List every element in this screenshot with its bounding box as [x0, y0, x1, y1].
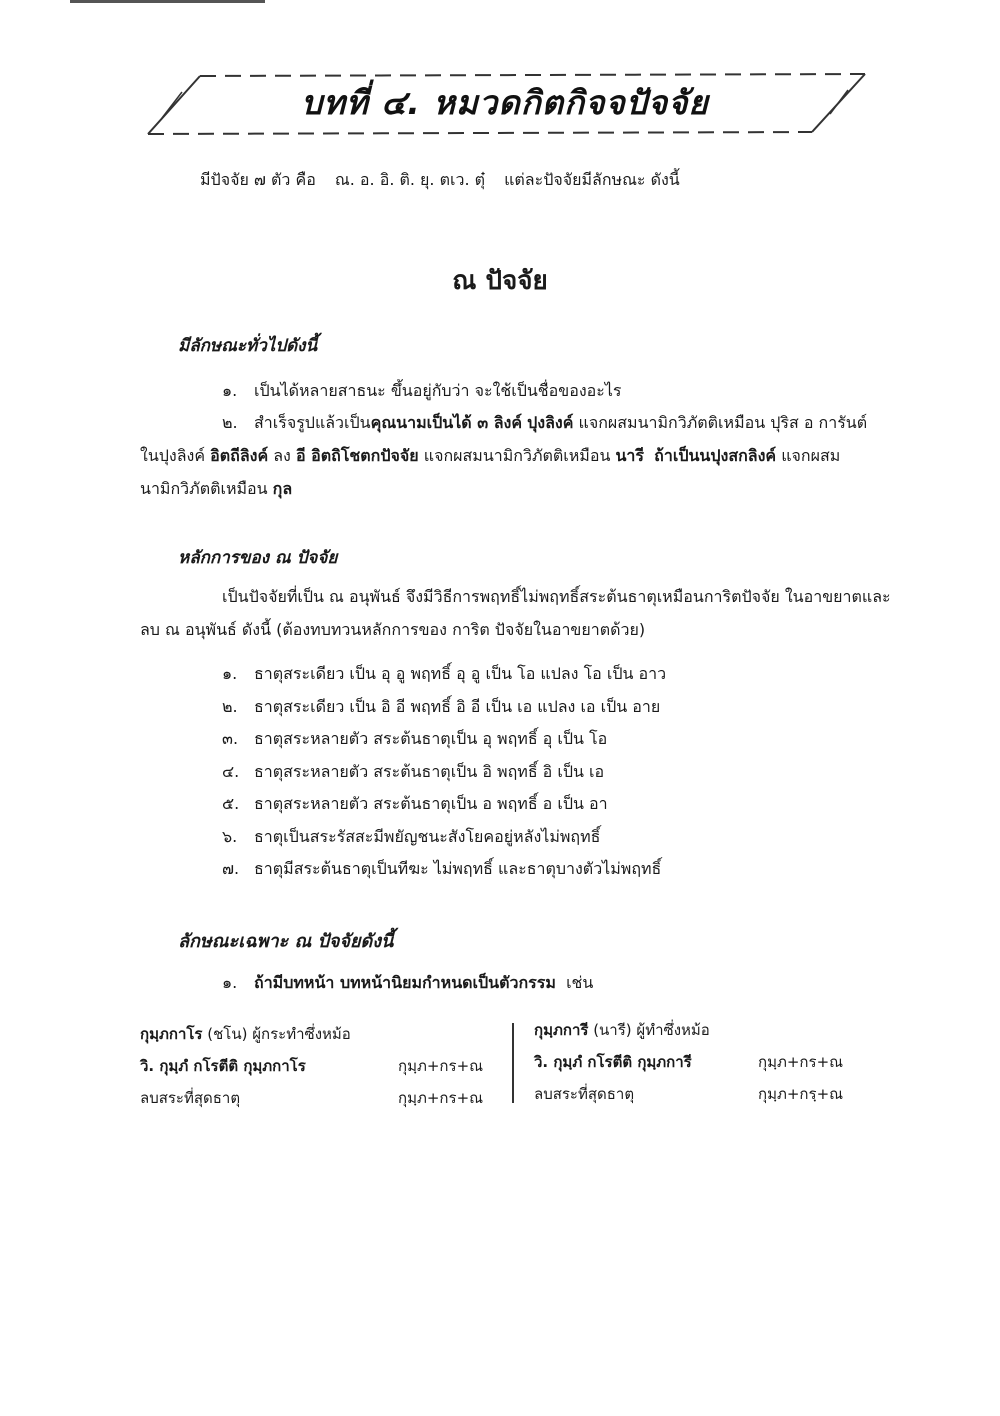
item-text: แจกผสมนามิกวิภัตติเหมือน ปุริส อ การันต์ [578, 413, 868, 432]
example-word: กุมฺภกาโร [140, 1025, 203, 1043]
list-item [222, 691, 666, 724]
intro-tail: แต่ละปัจจัยมีลักษณะ ดังนี้ [504, 170, 680, 189]
item-text: สำเร็จรูปแล้วเป็น [254, 413, 371, 432]
item-number: ๒. [222, 413, 238, 432]
item-text: ธาตุสระหลายตัว สระต้นธาตุเป็น อิ พฤทธิ์ อิ เป็น เอ [254, 761, 605, 781]
intro-line [200, 168, 694, 193]
item-bold: ถ้าเป็นนปุงสกลิงค์ [654, 446, 777, 465]
item-text: ธาตุสระหลายตัว สระต้นธาตุเป็น อ พฤทธิ์ อ เป็น อา [254, 794, 608, 813]
example-right-analysis: วิ. กุมฺภํ กโรตีติ กุมฺภการี [534, 1053, 692, 1071]
item-text: ธาตุมีสระต้นธาตุเป็นทีฆะ ไม่พฤทธิ์ และธาตุบางตัวไม่พฤทธิ์ [254, 859, 662, 878]
item-text: ลง [273, 446, 291, 465]
item-number: ๖. [222, 826, 238, 846]
item-number: ๕. [222, 794, 240, 813]
principles-line-2: ลบ ณ อนุพันธ์ ดังนี้ (ต้องทบทวนหลักการของ การิต ปัจจัยในอาขยาตด้วย) [140, 620, 646, 639]
column-divider [512, 1023, 514, 1103]
example-gloss: (ชโน) ผู้กระทำซึ่งหม้อ [207, 1025, 351, 1043]
item-number: ๑. [222, 973, 238, 992]
example-word: กุมฺภการี [534, 1021, 589, 1039]
item-bold: ถ้ามีบทหน้า บทหน้านิยมกำหนดเป็นตัวกรรม [254, 973, 556, 992]
intro-lead: มีปัจจัย ๗ ตัว คือ [200, 170, 316, 189]
item-bold: อี อิตถิโชตกปัจจัย [295, 446, 419, 465]
item-text: ธาตุเป็นสระรัสสะมีพยัญชนะสังโยคอยู่หลังไม่พฤทธิ์ [254, 826, 601, 846]
item-bold: ปุงลิงค์ [527, 413, 574, 432]
example-right-rule: ลบสระที่สุดธาตุ [534, 1085, 635, 1103]
principles-list [222, 658, 666, 886]
item-text: แจกผสมนามิกวิภัตติเหมือน [423, 446, 611, 465]
chapter-banner [140, 62, 870, 142]
item-text: ธาตุสระเดียว เป็น อุ อู พฤทธิ์ อุ อู เป็น โอ แปลง โอ เป็น อาว [254, 664, 667, 683]
example-left-word-line [140, 1022, 351, 1046]
list-item [222, 821, 666, 854]
item-number: ๒. [222, 696, 238, 716]
item-text: นามิกวิภัตติเหมือน [140, 479, 268, 498]
item-text: ธาตุสระเดียว เป็น อิ อี พฤทธิ์ อิ อี เป็น เอ แปลง เอ เป็น อาย [254, 696, 661, 716]
item-text: แจกผสม [781, 446, 841, 465]
principles-paragraph [140, 580, 891, 646]
example-left-rule: ลบสระที่สุดธาตุ [140, 1089, 241, 1107]
intro-list: ณ. อ. อิ. ติ. ยุ. ตเว. ตุ๋ [334, 170, 485, 189]
list-item [222, 788, 666, 821]
example-gloss: (นารี) ผู้ทำซึ่งหม้อ [593, 1021, 710, 1039]
list-item [222, 723, 666, 756]
example-left-analysis: วิ. กุมฺภํ กโรตีติ กุมฺภกาโร [140, 1057, 306, 1075]
item-text: ธาตุสระหลายตัว สระต้นธาตุเป็น อุ พฤทธิ์ อุ เป็น โอ [254, 729, 608, 748]
list-item [222, 658, 666, 691]
list-item [222, 756, 666, 789]
list-item [222, 853, 666, 886]
item-text: เช่น [566, 973, 594, 992]
item-text: เป็นได้หลายสาธนะ ขึ้นอยู่กับว่า จะใช้เป็นชื่อของอะไร [254, 381, 622, 400]
item-number: ๑. [222, 664, 238, 683]
top-rule [70, 0, 265, 3]
item-number: ๔. [222, 761, 240, 781]
item-bold: กุล [272, 479, 293, 498]
general-item-1 [222, 374, 621, 407]
item-text: ในปุงลิงค์ [140, 446, 206, 465]
example-left-formula-1: กุมฺภ+กร+ณ [398, 1057, 484, 1075]
section-title: ณ ปัจจัย [452, 266, 548, 296]
specific-item-1 [222, 966, 593, 999]
specific-heading: ลักษณะเฉพาะ ณ ปัจจัยดังนี้ [178, 931, 394, 952]
general-item-2 [140, 406, 868, 505]
item-number: ๗. [222, 859, 240, 878]
example-right-formula-1: กุมฺภ+กร+ณ [758, 1053, 844, 1071]
example-left-formula-2: กุมฺภ+กร+ณ [398, 1089, 484, 1107]
item-bold: คุณนามเป็นได้ ๓ ลิงค์ [370, 413, 523, 432]
item-bold: นารี [615, 446, 644, 465]
principles-line-1: เป็นปัจจัยที่เป็น ณ อนุพันธ์ จึงมีวิธีการพฤทธิ์ไม่พฤทธิ์สระต้นธาตุเหมือนการิตปัจจัย ในอาขยาตและ [222, 587, 891, 606]
item-bold: อิตถีลิงค์ [210, 446, 269, 465]
item-number: ๓. [222, 729, 239, 748]
item-number: ๑. [222, 381, 238, 400]
example-right-formula-2: กุมฺภ+กรฺ+ณ [758, 1085, 844, 1103]
general-heading: มีลักษณะทั่วไปดังนี้ [178, 336, 318, 356]
principles-heading: หลักการของ ณ ปัจจัย [178, 548, 338, 568]
example-right-word-line [534, 1018, 710, 1042]
chapter-title: บทที่ ๔. หมวดกิตกิจจปัจจัย [301, 83, 709, 122]
